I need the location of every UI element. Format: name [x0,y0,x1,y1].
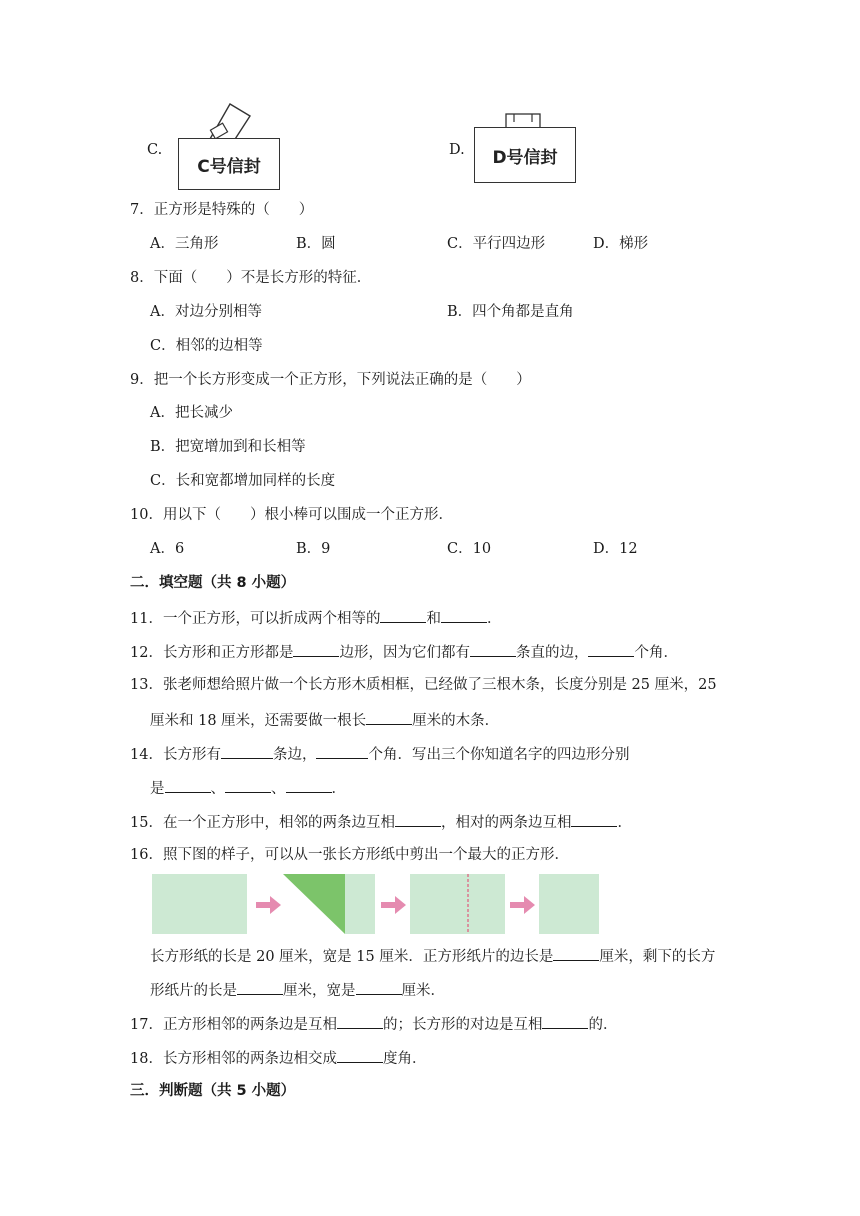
option-c-label: C. [147,142,163,158]
q12-text-1: 12．长方形和正方形都是 [130,645,294,661]
q14-sep-2: 、 [271,781,286,797]
q16-blank-1[interactable] [553,945,599,961]
q15 [130,811,632,833]
q7-option-c: C．平行四边形 [447,236,546,252]
q14-line-2 [150,777,346,799]
q14-blank-2[interactable] [316,743,368,759]
q13-line-2 [150,709,499,731]
arrow-right-icon [256,896,282,914]
q10-option-a: A．6 [150,541,185,557]
q11-text-1: 11．一个正方形，可以折成两个相等的 [130,611,381,627]
q15-blank-1[interactable] [395,811,441,827]
q10-option-d: D．12 [593,541,638,557]
q13-line-1: 13．张老师想给照片做一个长方形木质相框，已经做了三根木条，长度分别是 25 厘米，25 [130,677,717,693]
q12-blank-1[interactable] [293,641,339,657]
q15-text-3: ． [617,815,632,831]
q16-text-4: 厘米，宽是 [283,983,356,999]
q17-blank-2[interactable] [542,1013,588,1029]
q16-stem: 16．照下图的样子，可以从一张长方形纸中剪出一个最大的正方形． [130,847,569,863]
q7-option-b: B．圆 [296,236,336,252]
q13-text-2: 厘米的木条． [412,713,500,729]
q10-option-c: C．10 [447,541,492,557]
q8-option-c: C．相邻的边相等 [150,338,263,354]
q16-blank-2[interactable] [237,979,283,995]
q9-stem: 9．把一个长方形变成一个正方形，下列说法正确的是（ ） [130,372,531,388]
q14-text-4: 是 [150,781,165,797]
q14-blank-3[interactable] [165,777,211,793]
section-2-heading: 二．填空题（共 8 小题） [130,575,296,591]
q12 [130,641,678,663]
q16-paper-figure [150,872,602,934]
q14-blank-1[interactable] [221,743,273,759]
q7-option-a: A．三角形 [150,236,219,252]
q14-end: ． [331,781,346,797]
q15-blank-2[interactable] [571,811,617,827]
q14-line-1 [130,743,629,765]
q16-text-1: 长方形纸的长是 20 厘米，宽是 15 厘米．正方形纸片的边长是 [150,949,554,965]
q17-text-2: 的；长方形的对边是互相 [382,1017,543,1033]
cut-line-icon [466,872,470,934]
q16-line-2 [150,979,445,1001]
q8-stem: 8．下面（ ）不是长方形的特征． [130,270,372,286]
q18-blank-1[interactable] [337,1047,383,1063]
q16-text-3: 形纸片的长是 [150,983,237,999]
q9-option-a: A．把长减少 [150,405,233,421]
envelope-d-figure [474,112,578,184]
q18 [130,1047,426,1069]
q14-sep-1: 、 [210,781,225,797]
q17-text-1: 17．正方形相邻的两条边是互相 [130,1017,337,1033]
q16-blank-3[interactable] [356,979,402,995]
q14-text-2: 条边， [272,747,317,763]
q12-text-3: 条直的边， [515,645,589,661]
q12-text-4: 个角． [634,645,678,661]
q8-option-a: A．对边分别相等 [150,304,262,320]
q11-blank-2[interactable] [441,607,487,623]
q16-text-2: 厘米，剩下的长方 [599,949,716,965]
q16-text-5: 厘米． [401,983,445,999]
q18-text-2: 度角． [382,1051,427,1067]
q14-blank-5[interactable] [286,777,332,793]
q17-blank-1[interactable] [337,1013,383,1029]
q12-blank-2[interactable] [470,641,516,657]
q15-text-2: ，相对的两条边互相 [440,815,572,831]
section-3-heading: 三．判断题（共 5 小题） [130,1083,296,1099]
q14-text-1: 14．长方形有 [130,747,221,763]
q11-text-3: ． [486,611,502,627]
unfolded-paper [410,874,505,934]
q17 [130,1013,617,1035]
q10-option-b: B．9 [296,541,331,557]
q12-blank-3[interactable] [588,641,634,657]
envelope-c-box: C号信封 [178,138,280,190]
q9-option-b: B．把宽增加到和长相等 [150,439,306,455]
q17-text-3: 的． [588,1017,618,1033]
arrow-right-icon [510,896,536,914]
q13-blank-1[interactable] [366,709,412,725]
q12-text-2: 边形，因为它们都有 [339,645,470,661]
q8-option-b: B．四个角都是直角 [447,304,574,320]
square-paper [539,874,599,934]
q18-text-1: 18．长方形相邻的两条边相交成 [130,1051,337,1067]
q10-stem: 10．用以下（ ）根小棒可以围成一个正方形． [130,507,453,523]
q7-option-d: D．梯形 [593,236,649,252]
q13-text-1: 厘米和 18 厘米，还需要做一根长 [150,713,367,729]
q16-line-1 [150,945,715,967]
envelope-d-box: D号信封 [474,127,576,183]
option-d-label: D. [449,142,465,158]
rectangle-paper [152,874,247,934]
envelope-c-figure [178,102,282,190]
q7-stem: 7．正方形是特殊的（ ） [130,202,314,218]
q15-text-1: 15．在一个正方形中，相邻的两条边互相 [130,815,395,831]
q14-text-3: 个角．写出三个你知道名字的四边形分别 [368,747,630,763]
arrow-right-icon [381,896,407,914]
q11-text-2: 和 [426,611,441,627]
folded-paper-icon [281,872,377,934]
q9-option-c: C．长和宽都增加同样的长度 [150,473,336,489]
q14-blank-4[interactable] [225,777,271,793]
q11 [130,607,501,629]
q11-blank-1[interactable] [380,607,426,623]
